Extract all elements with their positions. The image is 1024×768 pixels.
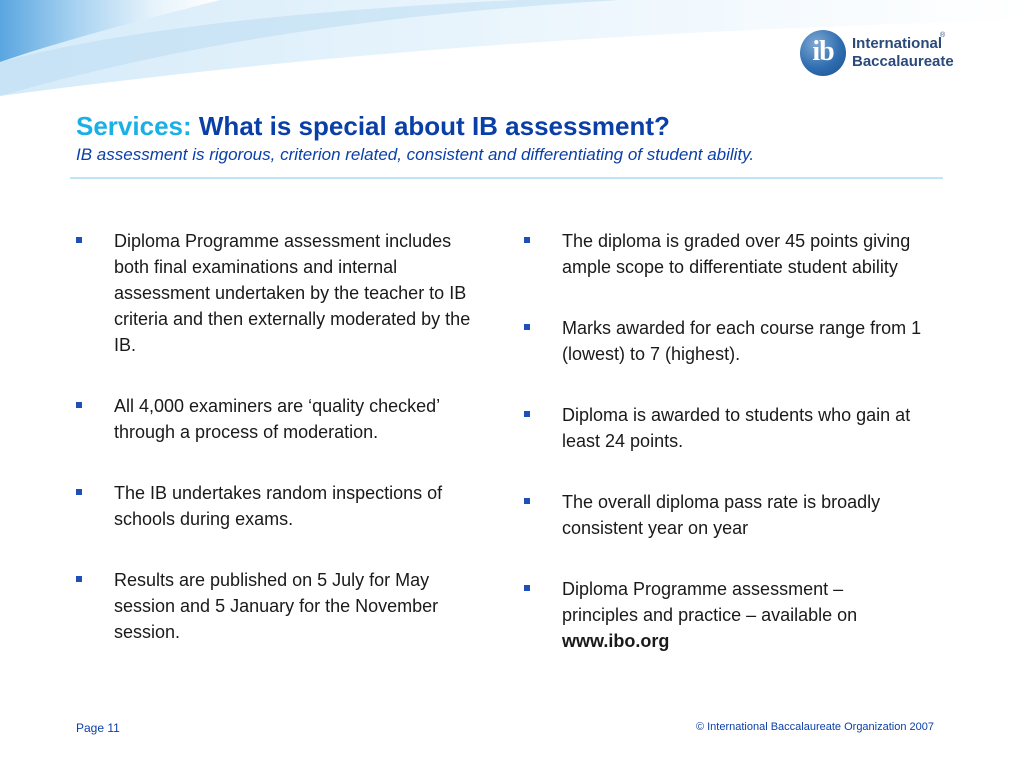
title-main: What is special about IB assessment?	[198, 111, 670, 141]
bullet-text: Marks awarded for each course range from 1 (lowest) to 7 (highest).	[562, 318, 922, 364]
square-bullet-icon	[524, 237, 530, 243]
page-number: Page 11	[76, 721, 120, 735]
logo-line-2: Baccalaureate	[852, 53, 954, 70]
slide-title	[76, 111, 670, 142]
bullet-text: Diploma is awarded to students who gain at least 24 points.	[562, 405, 911, 451]
bullet-text: Diploma Programme assessment – principles and practice – available on	[562, 579, 858, 625]
bullet-text: The IB undertakes random inspections of schools during exams.	[114, 483, 443, 529]
list-item	[524, 315, 924, 367]
list-item	[76, 480, 486, 532]
bullet-text: Results are published on 5 July for May session and 5 January for the November session.	[114, 570, 439, 642]
square-bullet-icon	[76, 237, 82, 243]
list-item	[76, 393, 486, 445]
ib-logo-mark: ib	[800, 30, 846, 76]
bullet-text: All 4,000 examiners are ‘quality checked’ through a process of moderation.	[114, 396, 440, 442]
square-bullet-icon	[76, 576, 82, 582]
square-bullet-icon	[76, 489, 82, 495]
bullet-text: Diploma Programme assessment includes both final examinations and internal assessment undertaken by the teacher to IB criteria and then externally moderated by the IB.	[114, 231, 471, 355]
square-bullet-icon	[524, 411, 530, 417]
title-divider	[70, 177, 943, 179]
bullet-text: The diploma is graded over 45 points giving ample scope to differentiate student ability	[562, 231, 911, 277]
left-bullet-list	[76, 228, 486, 680]
square-bullet-icon	[76, 402, 82, 408]
logo-line-1: International	[852, 35, 943, 52]
ib-logo	[800, 30, 960, 80]
right-bullet-list	[524, 228, 924, 689]
registered-mark: ®	[940, 32, 946, 39]
bullet-text: The overall diploma pass rate is broadly consistent year on year	[562, 492, 881, 538]
list-item	[524, 228, 924, 280]
title-lead: Services:	[76, 111, 192, 141]
ib-logo-wordmark	[852, 35, 954, 71]
list-item	[524, 402, 924, 454]
list-item	[76, 228, 486, 358]
list-item	[76, 567, 486, 645]
square-bullet-icon	[524, 585, 530, 591]
square-bullet-icon	[524, 498, 530, 504]
list-item	[524, 489, 924, 541]
square-bullet-icon	[524, 324, 530, 330]
copyright-notice: © International Baccalaureate Organization 2007	[695, 721, 934, 733]
slide-subtitle: IB assessment is rigorous, criterion related, consistent and differentiating of student ability.	[76, 145, 755, 164]
ibo-website-link[interactable]: www.ibo.org	[562, 631, 670, 651]
list-item	[524, 576, 924, 654]
